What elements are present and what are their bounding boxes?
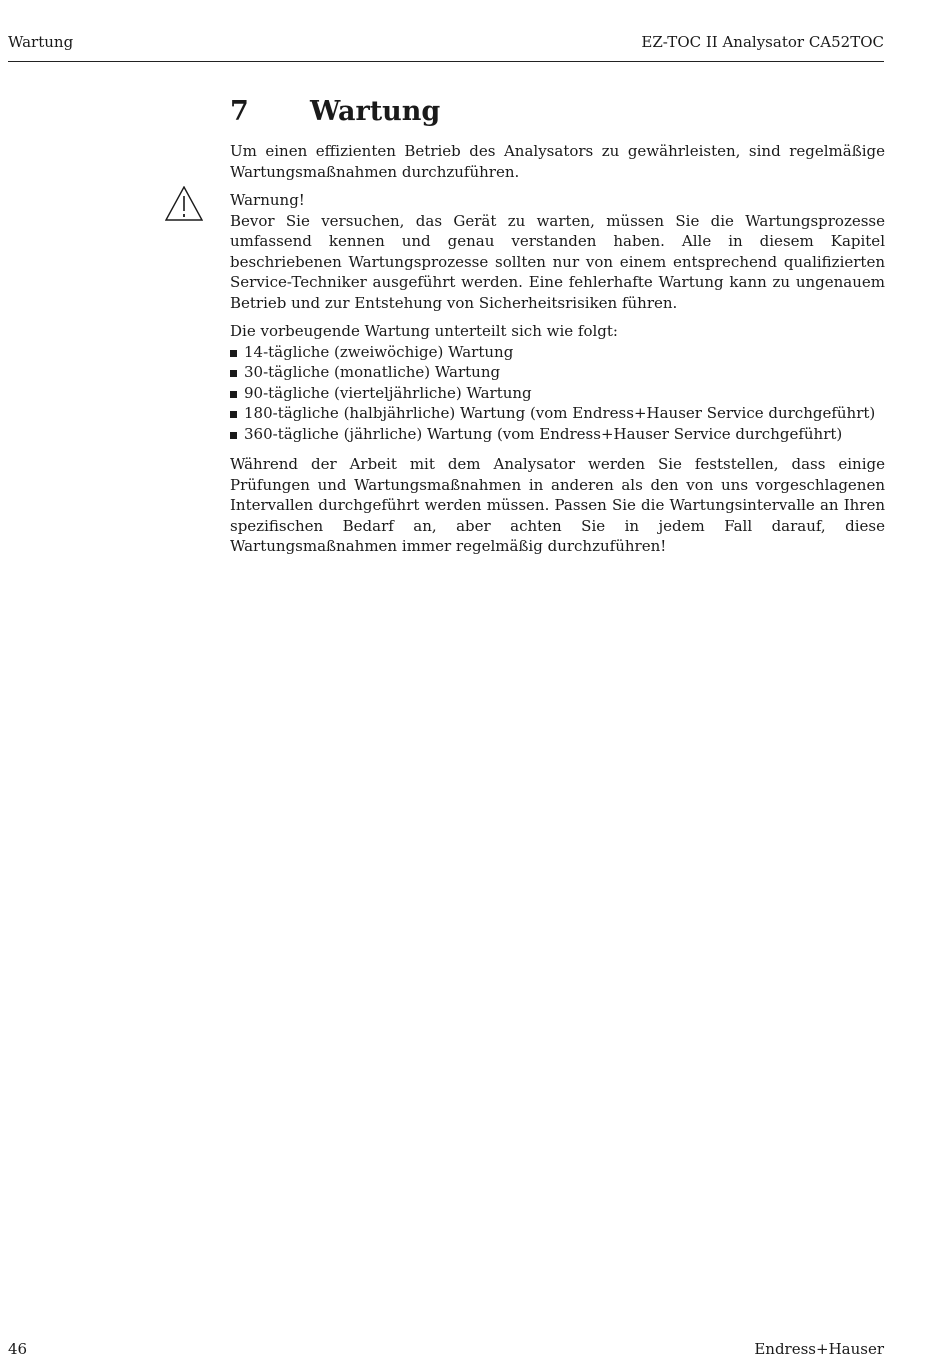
warning-title: Warnung! — [230, 191, 305, 209]
list-item — [230, 342, 885, 363]
maintenance-lead: Die vorbeugende Wartung unterteilt sich wie folgt: — [230, 322, 618, 340]
square-bullet-icon — [230, 350, 237, 357]
page-number: 46 — [8, 1340, 28, 1358]
square-bullet-icon — [230, 370, 237, 377]
list-item — [230, 362, 885, 383]
list-item — [230, 383, 885, 404]
list-item — [230, 403, 885, 424]
intro-paragraph: Um einen effizienten Betrieb des Analysators zu gewährleisten, sind regelmäßige Wartungsmaßnahmen durchzuführen. — [230, 142, 885, 181]
closing-paragraph: Während der Arbeit mit dem Analysator werden Sie feststellen, dass einige Prüfungen und Wartungsmaßnahmen in anderen als den von uns vorgeschlagenen Intervallen durchgeführt werden müssen. Passen Sie die Wartungsintervalle an Ihren spezifischen Bedarf an, aber achten Sie in jedem Fall darauf, diese Wartungsmaßnahmen immer regelmäßig durchzuführen! — [230, 455, 885, 555]
list-item — [230, 424, 885, 445]
header-document-title: EZ-TOC II Analysator CA52TOC — [641, 33, 884, 51]
square-bullet-icon — [230, 432, 237, 439]
list-item-text: 14-tägliche (zweiwöchige) Wartung — [244, 342, 514, 361]
warning-block — [230, 190, 885, 313]
warning-text: Bevor Sie versuchen, das Gerät zu warten, müssen Sie die Wartungsprozesse umfassend kennen und genau verstanden haben. Alle in diesem Kapitel beschriebenen Wartungsprozesse sollten nur von einem entsprechend qualifizierten Service-Techniker ausgeführt werden. Eine fehlerhafte Wartung kann zu ungenauem Betrieb und zur Entstehung von Sicherheitsrisiken führen. — [230, 211, 885, 312]
header-section-title: Wartung — [8, 33, 74, 51]
chapter-title: Wartung — [310, 96, 441, 127]
chapter-number: 7 — [230, 96, 249, 127]
chapter-heading — [230, 95, 885, 129]
list-item-text: 90-tägliche (vierteljährliche) Wartung — [244, 383, 532, 402]
square-bullet-icon — [230, 391, 237, 398]
footer-brand: Endress+Hauser — [754, 1340, 884, 1358]
main-content — [230, 95, 885, 565]
list-item-text: 30-tägliche (monatliche) Wartung — [244, 363, 501, 381]
warning-triangle-icon — [165, 186, 203, 222]
page-header — [8, 31, 884, 62]
maintenance-list — [230, 342, 885, 445]
list-item-text: 180-tägliche (halbjährliche) Wartung (vom Endress+Hauser Service durchgeführt) — [244, 404, 876, 422]
list-item-text: 360-tägliche (jährliche) Wartung (vom Endress+Hauser Service durchgeführt) — [244, 424, 843, 443]
square-bullet-icon — [230, 411, 237, 418]
